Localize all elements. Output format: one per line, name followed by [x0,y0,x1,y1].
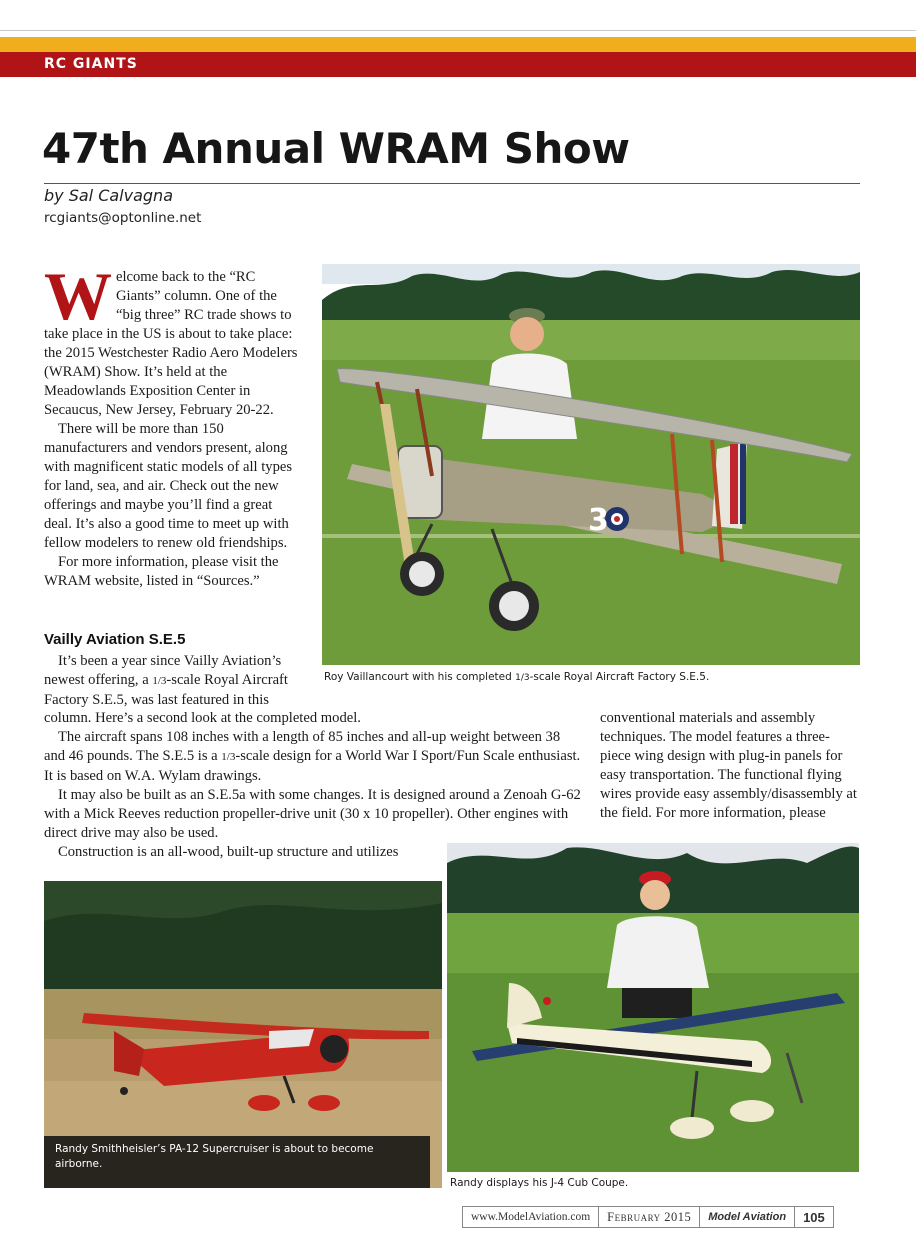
footer-website[interactable]: www.ModelAviation.com [463,1207,599,1227]
wide-column [44,709,584,862]
caption-text: -scale Royal Aircraft Factory S.E.5. [529,671,710,683]
caption-text: Roy Vaillancourt with his completed [324,671,516,683]
text-run: It’s been a year since Vailly Aviation’s newest offering, a [44,653,282,688]
intro-column [44,258,302,591]
fraction: 1/3 [221,751,236,763]
author-email[interactable]: rcgiants@optonline.net [44,210,202,226]
drop-cap: W [44,258,112,334]
byline: by Sal Calvagna [44,186,173,205]
top-rule [0,30,916,31]
caption-pa12: Randy Smithheisler’s PA-12 Supercruiser is about to become airborne. [44,1136,430,1188]
paragraph-specs [44,728,584,786]
photo-cub [447,843,859,1172]
footer-page-number: 105 [803,1209,825,1225]
title-divider [44,183,860,184]
footer-magazine: Model Aviation [700,1207,795,1227]
paragraph-info: For more information, please visit the WRAM website, listed in “Sources.” [44,554,279,589]
paragraph-construction: Construction is an all-wood, built-up structure and utilizes [58,844,399,860]
header-orange-band [0,37,916,52]
text-run: -scale Royal Aircraft Factory S.E.5, was last featured in this [44,672,288,708]
page-footer [462,1206,834,1228]
paragraph-vailly-intro [44,652,294,710]
se5-roundel-number: 3 [588,503,609,538]
paragraph-intro-text: elcome back to the “RC Giants” column. One of the “big three” RC trade shows to take place in the US is about to take place: the 2015 Westchester Radio Aero Modelers (WRAM) Show. It’s held at the Meadowlands Exposition Center in Secaucus, New Jersey, February 20-22. [44,269,298,418]
text-run: -scale design for a World War I Sport/Fun Scale enthusiast. It is based on W.A. Wylam drawings. [44,748,581,784]
caption-se5 [324,670,860,686]
photo-se5 [322,264,860,665]
section-label: RC GIANTS [44,56,138,72]
article-title: 47th Annual WRAM Show [42,124,630,173]
caption-cub: Randy displays his J-4 Cub Coupe. [450,1177,629,1189]
footer-issue-date: February 2015 [599,1207,700,1227]
caption-fraction: 1/3 [515,673,530,683]
paragraph-vendors: There will be more than 150 manufacturers and vendors present, along with magnificent static models of all types for land, sea, and air. Check out the new offerings and maybe you’ll find a great deal. It’s also a good time to meet up with fellow modelers to renew old friendships. [44,421,293,551]
text-run: The aircraft spans 108 inches with a length of 85 inches and all-up weight between 38 and 46 pounds. The S.E.5 is a [44,729,561,764]
paragraph-engine: It may also be built as an S.E.5a with some changes. It is designed around a Zenoah G-62 with a Mick Reeves reduction propeller-drive unit (30 x 10 propeller). Other engines with direct drive may also be used. [44,787,581,841]
subhead-vailly: Vailly Aviation S.E.5 [44,631,186,648]
paragraph-second-look: column. Here’s a second look at the completed model. [44,710,361,726]
cub-image [447,843,859,1172]
paragraph-intro [44,258,302,420]
paragraph-materials: conventional materials and assembly techniques. The model features a three-piece wing design with plug-in panels for easy transportation. The functional flying wires provide easy assembly/disassembly at the field. For more information, please [600,710,857,821]
se5-image [322,264,860,665]
fraction: 1/3 [152,675,167,687]
